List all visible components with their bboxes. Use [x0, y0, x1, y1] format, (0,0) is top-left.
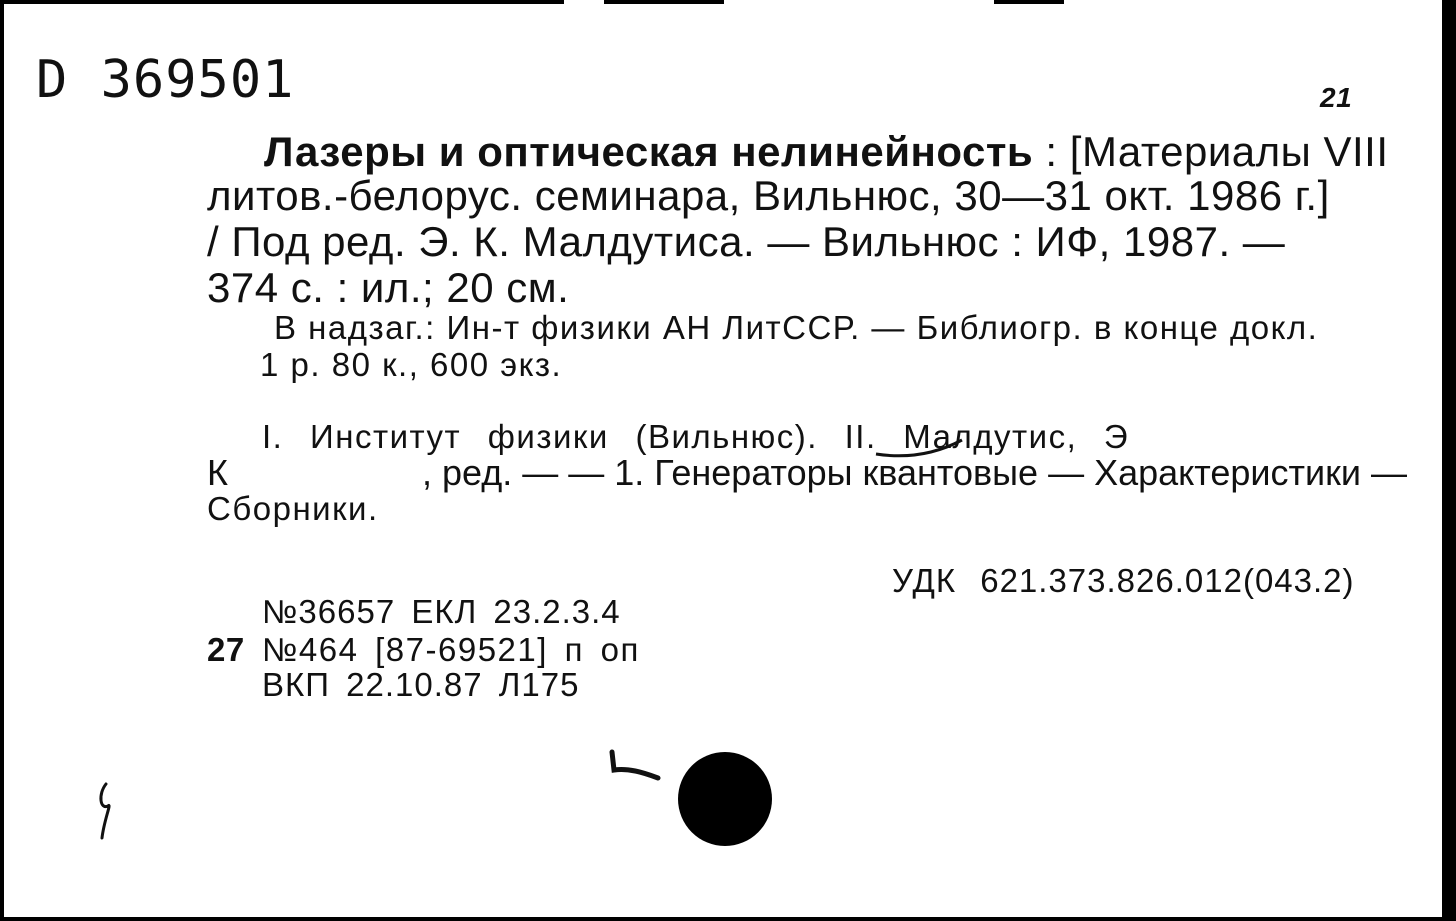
top-edge-mark [604, 0, 724, 4]
title-subtitle: : [Материалы VIII [1033, 128, 1389, 175]
call-number: D 369501 [36, 50, 295, 110]
registry-line-2: №464 [87-69521] п оп [262, 631, 640, 668]
registry-line-1: №36657 ЕКЛ 23.2.3.4 [262, 593, 621, 630]
punch-hole [678, 752, 772, 846]
note-line-1: В надзаг.: Ин-т физики АН ЛитССР. — Библиогр. в конце докл. [274, 309, 1319, 346]
registry-line-3: ВКП 22.10.87 Л175 [262, 666, 580, 703]
top-edge-mark [4, 0, 564, 4]
corner-handwritten-mark: 21 [1320, 82, 1353, 113]
udk-code: УДК 621.373.826.012(043.2) [892, 562, 1355, 599]
tracings-line-1: I. Институт физики (Вильнюс). II. Малдутис, Э [262, 418, 1130, 455]
handwritten-margin-mark [90, 780, 120, 844]
registry-prefix: 27 [207, 631, 245, 668]
handwritten-tick-mark [604, 748, 664, 782]
note-line-2: 1 р. 80 к., 600 экз. [260, 346, 563, 383]
book-title: Лазеры и оптическая нелинейность [264, 128, 1034, 175]
tracings-line-3: Сборники. [207, 490, 379, 527]
title-line-2: литов.-белорус. семинара, Вильнюс, 30—31 окт. 1986 г.] [207, 172, 1330, 219]
top-edge-mark [994, 0, 1064, 4]
title-line-1 [264, 128, 1389, 176]
title-line-3: / Под ред. Э. К. Малдутиса. — Вильнюс : ИФ, 1987. — [207, 218, 1286, 265]
tracings-initial-k: К [207, 452, 229, 493]
tracings-line-2: , ред. — — 1. Генераторы квантовые — Характеристики — [422, 452, 1407, 493]
title-line-4: 374 с. : ил.; 20 см. [207, 264, 570, 311]
